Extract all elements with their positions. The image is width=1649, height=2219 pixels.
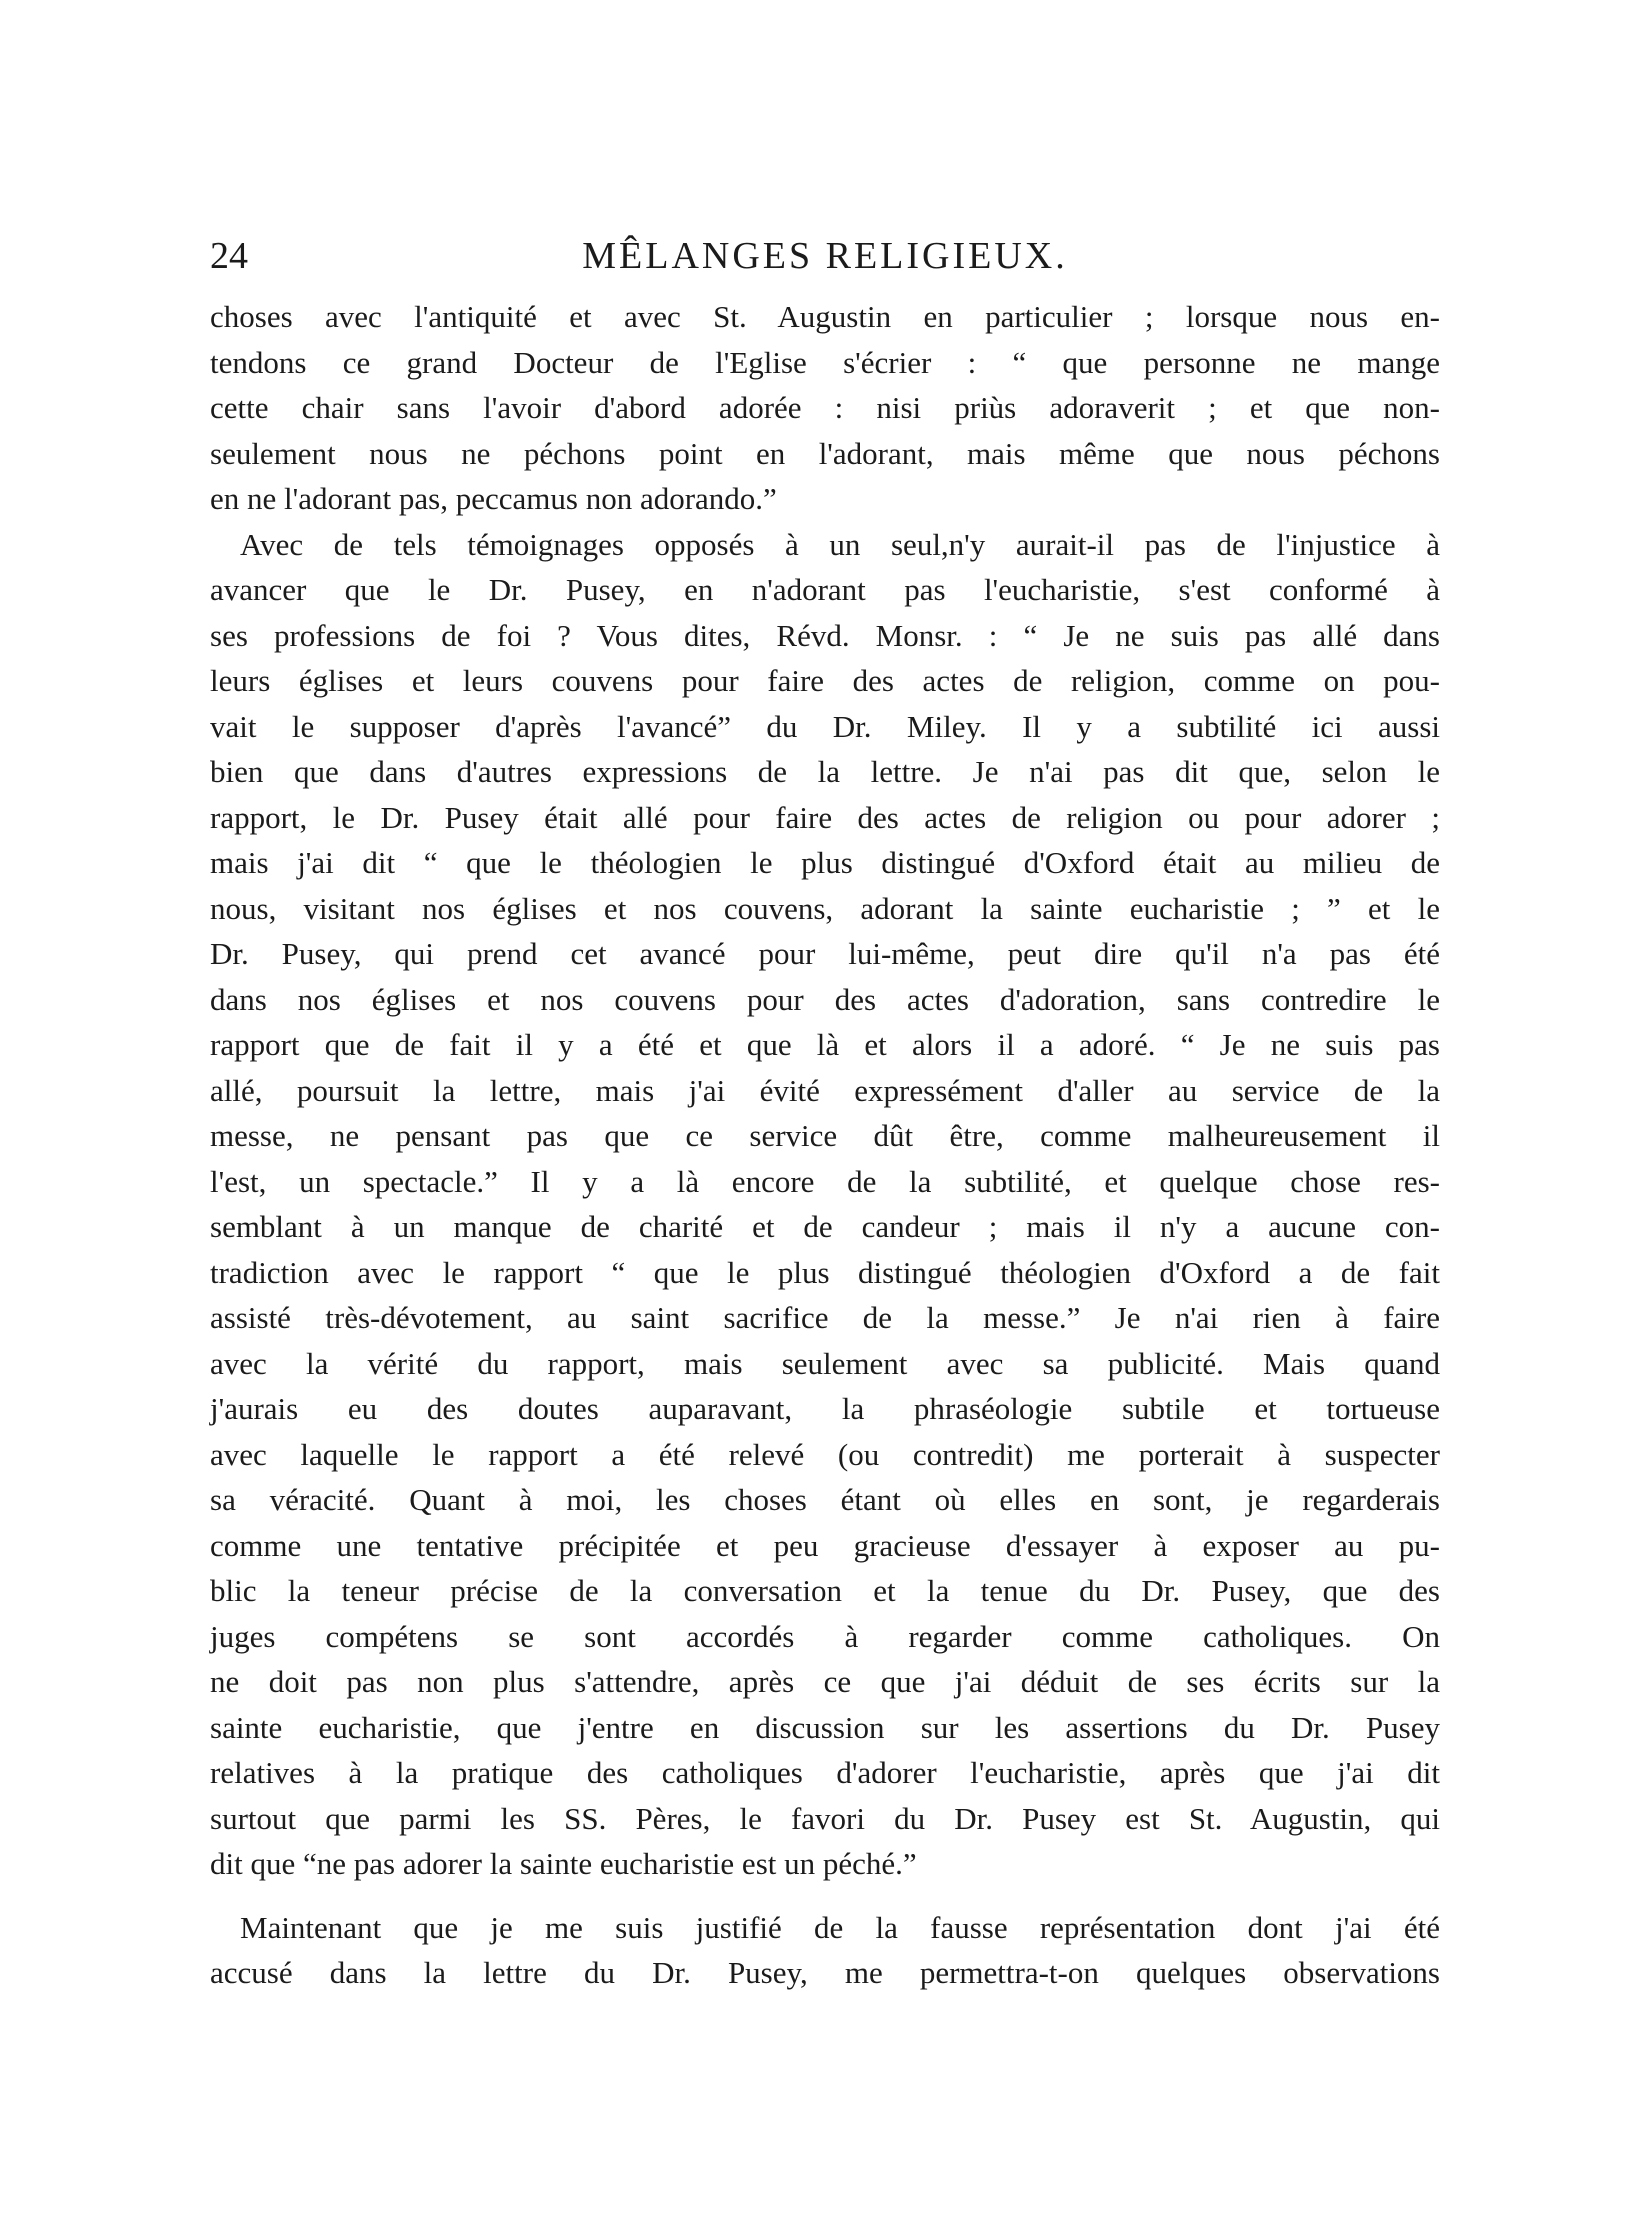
text-line: Avec de tels témoignages opposés à un seul,n'y aurait-il pas de l'injustice à	[240, 526, 1440, 562]
text-line: cette chair sans l'avoir d'abord adorée : nisi priùs adoraverit ; et que non-	[210, 390, 1440, 425]
text-line: accusé dans la lettre du Dr. Pusey, me permettra-t-on quelques observations	[210, 1955, 1440, 1990]
text-line: avec laquelle le rapport a été relevé (ou contredit) me porterait à suspecter	[210, 1436, 1440, 1472]
running-head	[210, 228, 1440, 284]
text-line: rapport, le Dr. Pusey était allé pour faire des actes de religion ou pour adorer ;	[210, 799, 1440, 835]
text-line: ne doit pas non plus s'attendre, après ce que j'ai déduit de ses écrits sur la	[210, 1664, 1440, 1699]
paragraph-3	[210, 1905, 1440, 1996]
text-line: comme une tentative précipitée et peu gracieuse d'essayer à exposer au pu-	[210, 1527, 1440, 1563]
text-line: surtout que parmi les SS. Pères, le favori du Dr. Pusey est St. Augustin, qui	[210, 1800, 1440, 1836]
text-line: dit que “ne pas adorer la sainte eucharistie est un péché.”	[210, 1846, 917, 1881]
text-line: allé, poursuit la lettre, mais j'ai évité expressément d'aller au service de la	[210, 1072, 1440, 1108]
text-line: dans nos églises et nos couvens pour des actes d'adoration, sans contredire le	[210, 981, 1440, 1017]
page-number: 24	[210, 235, 248, 277]
text-line: Maintenant que je me suis justifié de la fausse représentation dont j'ai été	[240, 1909, 1440, 1945]
text-line: nous, visitant nos églises et nos couvens, adorant la sainte eucharistie ; ” et le	[210, 890, 1440, 926]
paragraph-1	[210, 294, 1440, 522]
text-line: l'est, un spectacle.” Il y a là encore de la subtilité, et quelque chose res-	[210, 1163, 1440, 1199]
text-line: choses avec l'antiquité et avec St. Augustin en particulier ; lorsque nous en-	[210, 299, 1440, 334]
text-line: vait le supposer d'après l'avancé” du Dr. Miley. Il y a subtilité ici aussi	[210, 708, 1440, 744]
text-line: ses professions de foi ? Vous dites, Révd. Monsr. : “ Je ne suis pas allé dans	[210, 617, 1440, 653]
text-line: en ne l'adorant pas, peccamus non adorando.”	[210, 481, 777, 516]
text-line: avancer que le Dr. Pusey, en n'adorant pas l'eucharistie, s'est conformé à	[210, 572, 1440, 607]
text-line: leurs églises et leurs couvens pour faire des actes de religion, comme on pou-	[210, 663, 1440, 698]
text-line: seulement nous ne péchons point en l'adorant, mais même que nous péchons	[210, 435, 1440, 471]
text-line: blic la teneur précise de la conversation et la tenue du Dr. Pusey, que des	[210, 1573, 1440, 1608]
text-line: bien que dans d'autres expressions de la lettre. Je n'ai pas dit que, selon le	[210, 754, 1440, 789]
text-line: tendons ce grand Docteur de l'Eglise s'écrier : “ que personne ne mange	[210, 344, 1440, 380]
running-title: MÊLANGES RELIGIEUX.	[582, 235, 1068, 277]
text-line: j'aurais eu des doutes auparavant, la phraséologie subtile et tortueuse	[210, 1391, 1440, 1426]
text-line: juges compétens se sont accordés à regarder comme catholiques. On	[210, 1618, 1440, 1654]
text-line: assisté très-dévotement, au saint sacrifice de la messe.” Je n'ai rien à faire	[210, 1300, 1440, 1335]
text-line: messe, ne pensant pas que ce service dût être, comme malheureusement il	[210, 1118, 1440, 1153]
text-line: sa véracité. Quant à moi, les choses étant où elles en sont, je regarderais	[210, 1482, 1440, 1517]
text-line: relatives à la pratique des catholiques d'adorer l'eucharistie, après que j'ai dit	[210, 1755, 1440, 1790]
text-line: sainte eucharistie, que j'entre en discussion sur les assertions du Dr. Pusey	[210, 1709, 1440, 1745]
body-text	[210, 294, 1440, 1996]
text-line: Dr. Pusey, qui prend cet avancé pour lui-même, peut dire qu'il n'a pas été	[210, 936, 1440, 971]
text-line: tradiction avec le rapport “ que le plus distingué théologien d'Oxford a de fait	[210, 1254, 1440, 1290]
paragraph-2	[210, 522, 1440, 1887]
text-line: rapport que de fait il y a été et que là et alors il a adoré. “ Je ne suis pas	[210, 1027, 1440, 1062]
text-line: avec la vérité du rapport, mais seulement avec sa publicité. Mais quand	[210, 1345, 1440, 1381]
text-line: mais j'ai dit “ que le théologien le plus distingué d'Oxford était au milieu de	[210, 845, 1440, 880]
text-line: semblant à un manque de charité et de candeur ; mais il n'y a aucune con-	[210, 1209, 1440, 1244]
